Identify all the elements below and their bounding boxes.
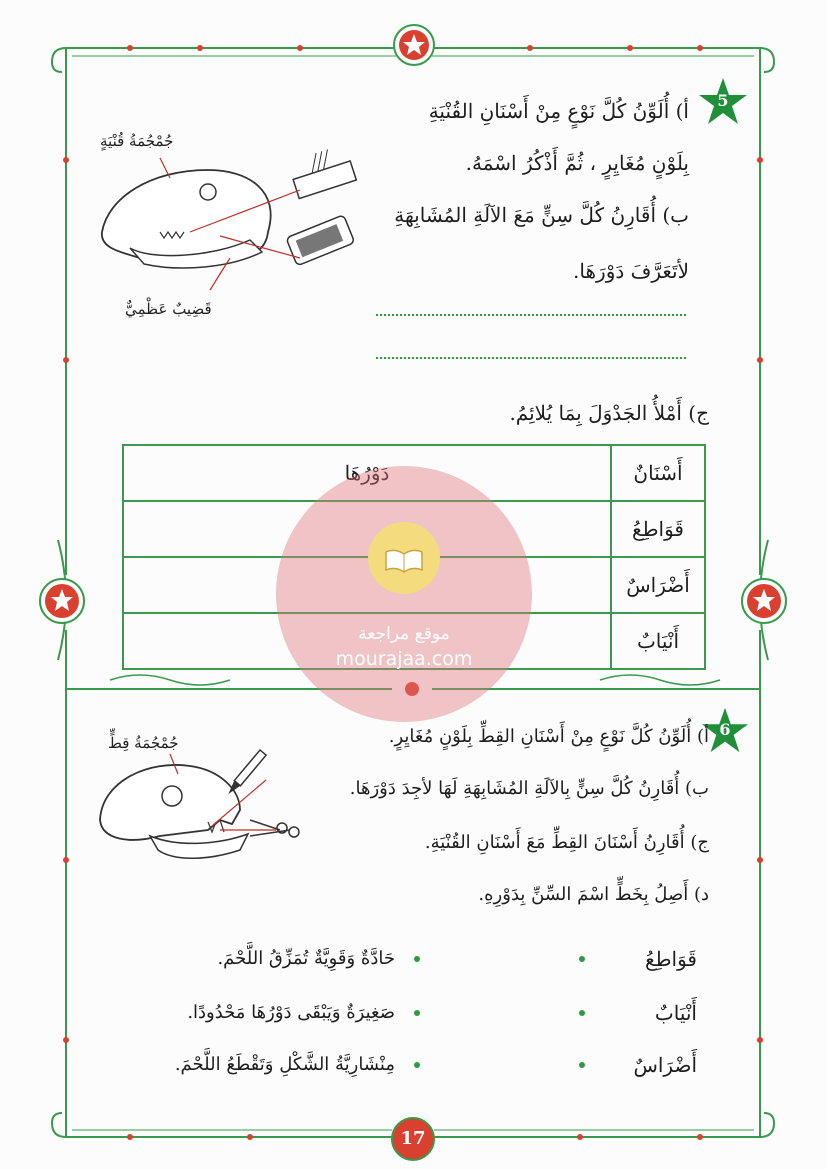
table-row-canines: أَنْيَابٌ (611, 613, 705, 669)
bone-rod-label: قَضِيبٌ عَظْمِيٌّ (125, 300, 212, 318)
cat-skull-illustration (80, 740, 320, 880)
ex5-item-b-line1: ب) أُقَارِنُ كُلَّ سِنٍّ مَعَ الآلَةِ المُشَابِهَةِ (394, 203, 689, 227)
match-point-left-3[interactable] (579, 1062, 585, 1068)
match-right-sharp-strong: حَادَّةٌ وَقَوِيَّةٌ تُمَزِّقُ اللَّحْمَ. (217, 948, 395, 969)
match-right-saw: مِنْشَارِيَّةُ الشَّكْلِ وَتَقْطَعُ اللَّحْمَ. (174, 1054, 395, 1075)
site-watermark (276, 466, 532, 722)
guinea-pig-skull-illustration (90, 140, 370, 310)
match-left-canines: أَنْيَابٌ (654, 1001, 697, 1025)
table-header-teeth: أَسْنَانٌ (611, 445, 705, 501)
match-point-right-1[interactable] (414, 956, 420, 962)
match-left-incisors: قَوَاطِعُ (644, 947, 697, 971)
watermark-url: mourajaa.com (335, 648, 473, 670)
match-point-right-3[interactable] (414, 1062, 420, 1068)
ex5-item-b-line2: لأتَعَرَّفَ دَوْرَهَا. (573, 259, 689, 283)
ex5-item-a-line1: أ) أُلَوِّنُ كُلَّ نَوْعٍ مِنْ أَسْنَانِ القُنْيَةِ (428, 99, 689, 123)
ex6-item-b: ب) أُقَارِنُ كُلَّ سِنٍّ بِالآلَةِ المُشَابِهَةِ لَهَا لأجِدَ دَوْرَهَا. (349, 778, 709, 799)
match-point-right-2[interactable] (414, 1010, 420, 1016)
match-point-left-2[interactable] (579, 1010, 585, 1016)
match-left-molars: أَضْرَاسٌ (633, 1053, 697, 1077)
ex5-item-c: ج) أَمْلأُ الجَدْوَلَ بِمَا يُلائِمُ. (509, 401, 709, 425)
answer-line-1[interactable] (376, 314, 686, 316)
match-right-small: صَغِيرَةٌ وَيَبْقَى دَوْرُهَا مَحْدُودًا. (187, 1002, 395, 1023)
match-point-left-1[interactable] (579, 956, 585, 962)
table-row-molars: أَضْرَاسٌ (611, 557, 705, 613)
exercise-5-number: 5 (717, 91, 729, 110)
book-icon (368, 522, 440, 594)
watermark-arabic: موقع مراجعة (358, 624, 450, 644)
exercise-5-number-badge (697, 76, 749, 128)
exercise-6-number: 6 (719, 720, 731, 739)
table-row-incisors: قَوَاطِعُ (611, 501, 705, 557)
ex6-item-c: ج) أُقَارِنُ أَسْنَانَ القِطِّ مَعَ أَسْنَانِ القُنْيَةِ. (424, 832, 709, 853)
ex6-item-d: د) أَصِلُ بِخَطٍّ اسْمَ السِّنِّ بِدَوْرِهِ. (478, 884, 709, 905)
page-number-badge (392, 1118, 434, 1160)
ex6-item-a: أ) أُلَوِّنُ كُلَّ نَوْعٍ مِنْ أَسْنَانِ القِطِّ بِلَوْنٍ مُغَايِرٍ. (388, 726, 709, 747)
cat-skull-label: جُمْجُمَةُ قِطٍّ (108, 734, 179, 752)
page-number: 17 (400, 1128, 426, 1149)
guinea-pig-skull-label: جُمْجُمَةُ قُنْيَةٍ (100, 132, 174, 150)
ex5-item-a-line2: بِلَوْنٍ مُغَايِرٍ ، ثُمَّ أَذْكُرُ اسْمَهُ. (465, 151, 689, 175)
answer-line-2[interactable] (376, 357, 686, 359)
table-header-role: دَوْرُهَا (123, 445, 611, 501)
